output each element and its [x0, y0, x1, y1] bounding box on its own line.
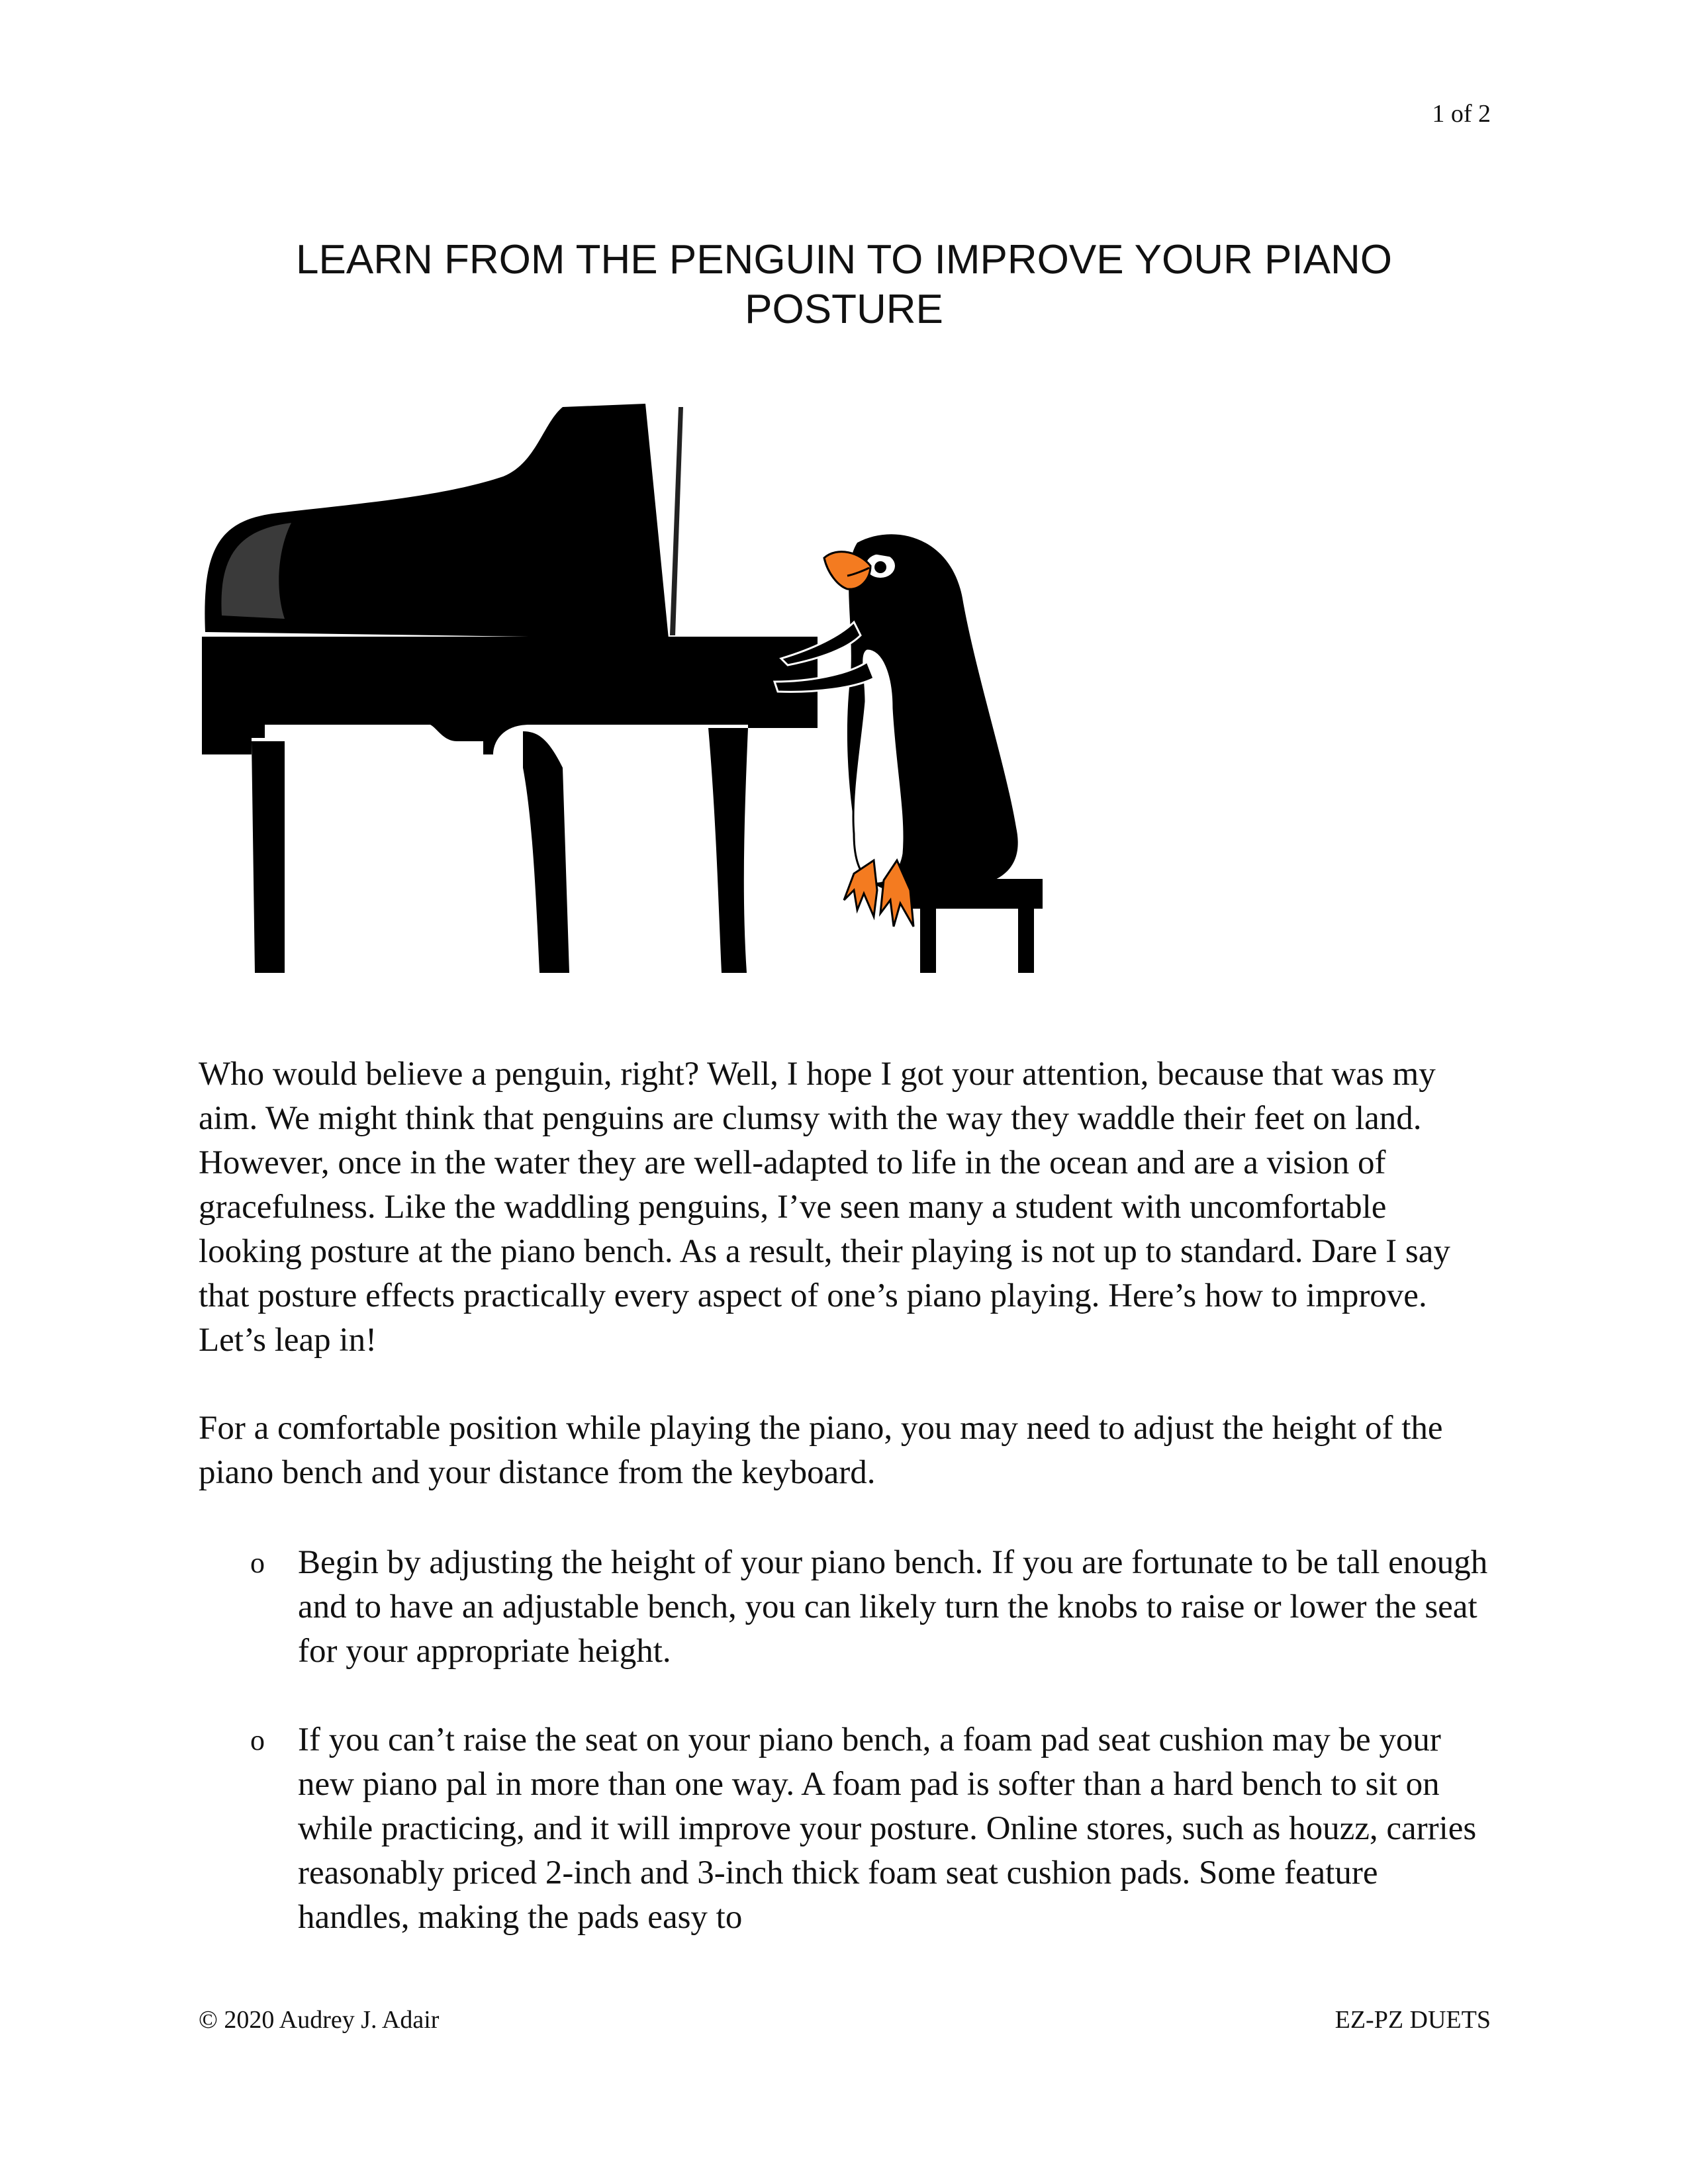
page-number: 1 of 2 [1432, 100, 1491, 128]
list-item-text: If you can’t raise the seat on your piano bench, a foam pad seat cushion may be your new piano pal in more than one way. A foam pad is softer than a hard bench to sit on while practicing, and it will improve your posture. Online stores, such as houzz, carries reasonably priced 2-inch and 3-inch thick foam seat cushion pads. Some feature handles, making the pads easy to [298, 1721, 1477, 1936]
bullet-icon: o [250, 1547, 265, 1579]
list-item [199, 1541, 1491, 1674]
tips-list [199, 1541, 1491, 1984]
page-title: LEARN FROM THE PENGUIN TO IMPROVE YOUR PIANO POSTURE [296, 237, 1392, 332]
intro-paragraph: Who would believe a penguin, right? Well, I hope I got your attention, because that was my aim. We might think that penguins are clumsy with the way they waddle their feet on land. However, once in the water they are well-adapted to life in the ocean and are a vision of gracefulness. Like the waddling penguins, I’ve seen many a student with uncomfortable looking posture at the piano bench. As a result, their playing is not up to standard. Dare I say that posture effects practically every aspect of one’s piano playing. Here’s how to improve. Let’s leap in! [199, 1056, 1450, 1359]
brand-name: EZ-PZ DUETS [1335, 2006, 1491, 2034]
copyright: © 2020 Audrey J. Adair [199, 2006, 440, 2034]
bullet-icon: o [250, 1724, 265, 1756]
adjustment-paragraph: For a comfortable position while playing the piano, you may need to adjust the height of the piano bench and your distance from the keyboard. [199, 1410, 1443, 1491]
penguin-playing-grand-piano-icon [192, 397, 1086, 973]
list-item [199, 1718, 1491, 1940]
list-item-text: Begin by adjusting the height of your piano bench. If you are fortunate to be tall enough and to have an adjustable bench, you can likely turn the knobs to raise or lower the seat for your appropriate height. [298, 1544, 1488, 1670]
